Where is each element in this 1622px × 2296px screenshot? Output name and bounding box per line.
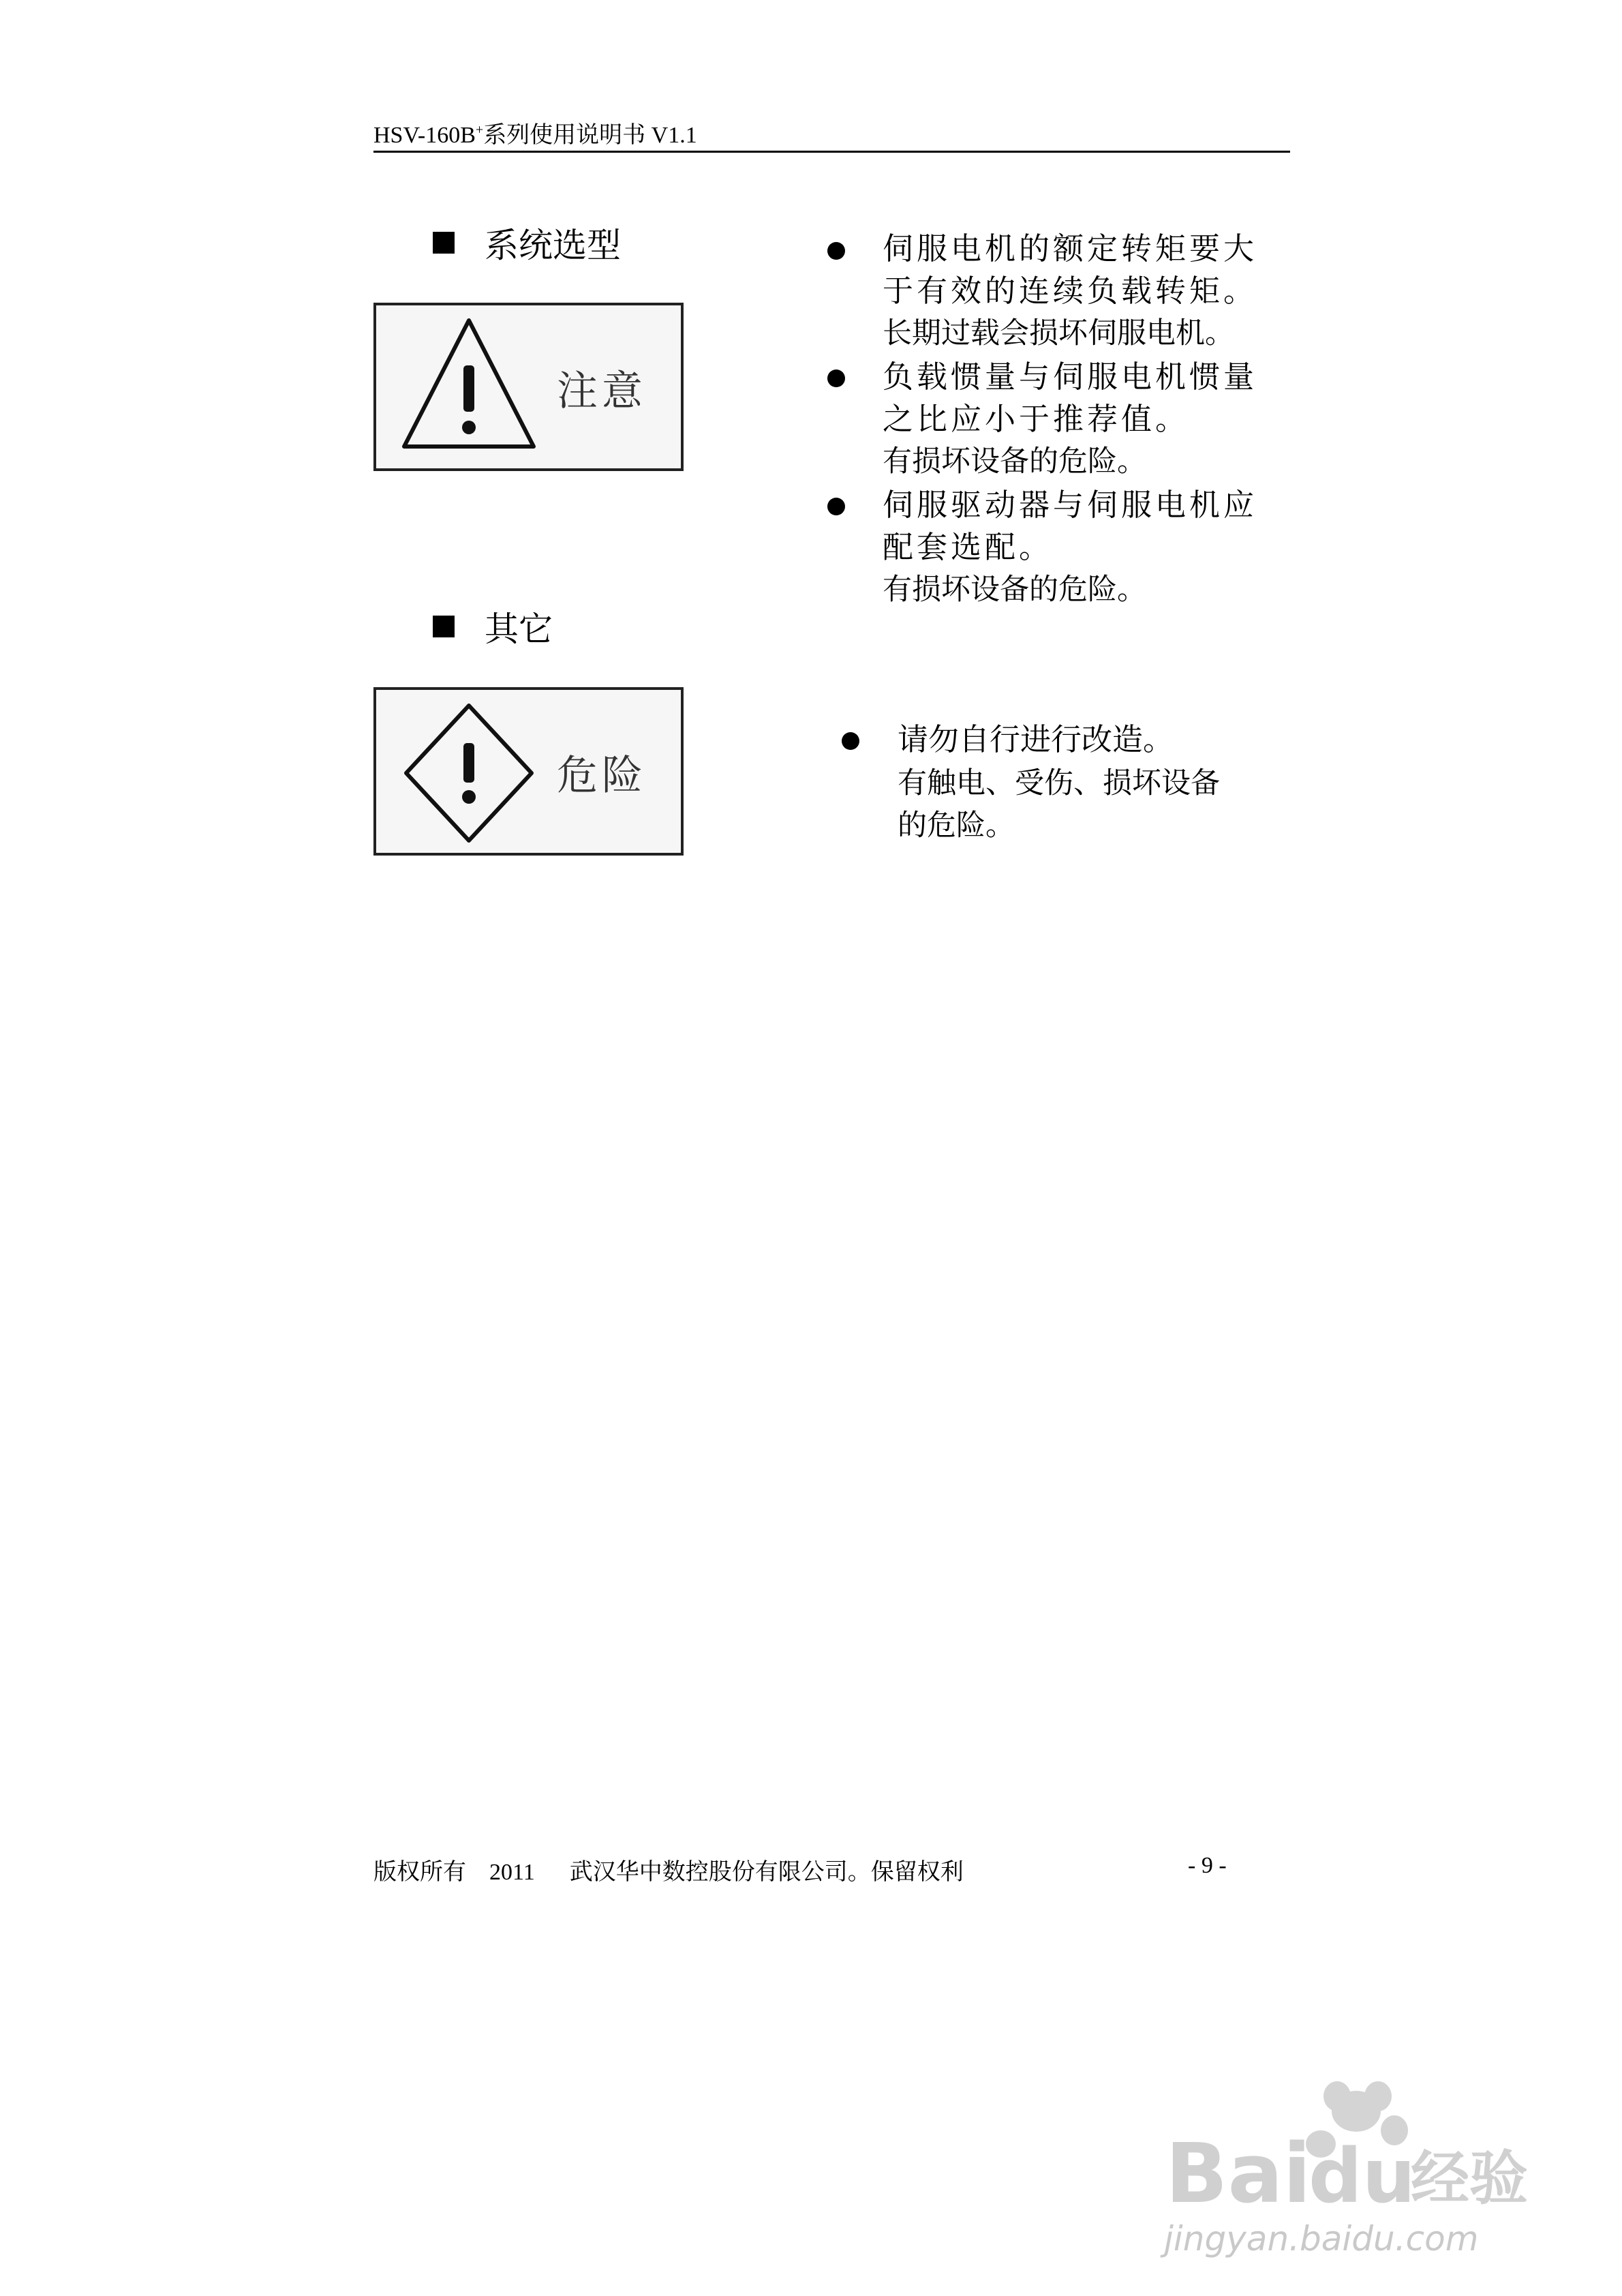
bullet-1-note: 长期过载会损坏伺服电机。	[883, 316, 1234, 350]
bullet-3-line-2: 配套选配。	[883, 529, 1054, 565]
section-heading-text: 其它	[485, 609, 553, 649]
square-bullet-icon	[433, 232, 455, 254]
caution-label: 注意	[557, 367, 647, 415]
bullet-3-line-1: 伺服驱动器与伺服电机应	[883, 487, 1258, 523]
bullet-1-line-1: 伺服电机的额定转矩要大	[883, 230, 1258, 267]
svg-text:du: du	[1309, 2132, 1416, 2220]
watermark-url: jingyan.baidu.com	[1164, 2219, 1479, 2259]
bullet-2-line-1: 负载惯量与伺服电机惯量	[883, 359, 1258, 395]
danger-label: 危险	[557, 752, 647, 800]
bullet-2-note: 有损坏设备的危险。	[883, 444, 1146, 479]
square-bullet-icon	[433, 616, 455, 637]
bullet-1-line-2: 于有效的连续负载转矩。	[883, 273, 1258, 309]
danger-sign	[373, 687, 684, 856]
bullet-4-line-1: 请勿自行进行改造。	[898, 721, 1174, 757]
other-bullets	[835, 0, 1312, 886]
header-title-suffix: 系列使用说明书 V1.1	[483, 123, 697, 148]
section-heading-system-selection	[433, 218, 621, 267]
caution-sign	[373, 303, 684, 471]
document-header	[373, 116, 697, 149]
header-title-sup: +	[475, 122, 484, 138]
section-heading-other	[433, 602, 553, 651]
bullet-4-note-2: 的危险。	[898, 809, 1015, 843]
bullet-3-note: 有损坏设备的危险。	[883, 573, 1146, 607]
bullet-4-note-1: 有触电、受伤、损坏设备	[898, 766, 1220, 800]
svg-text:经验: 经验	[1411, 2145, 1528, 2213]
footer-copyright: 版权所有 2011 武汉华中数控股份有限公司。保留权利	[373, 1860, 964, 1885]
bullet-2-line-2: 之比应小于推荐值。	[883, 401, 1190, 437]
bullet-dot-icon	[842, 732, 859, 750]
header-title-prefix: HSV-160B	[373, 123, 476, 148]
section-heading-text: 系统选型	[485, 226, 621, 265]
svg-text:Bai: Bai	[1165, 2127, 1311, 2222]
page-number: - 9 -	[1188, 1853, 1227, 1878]
